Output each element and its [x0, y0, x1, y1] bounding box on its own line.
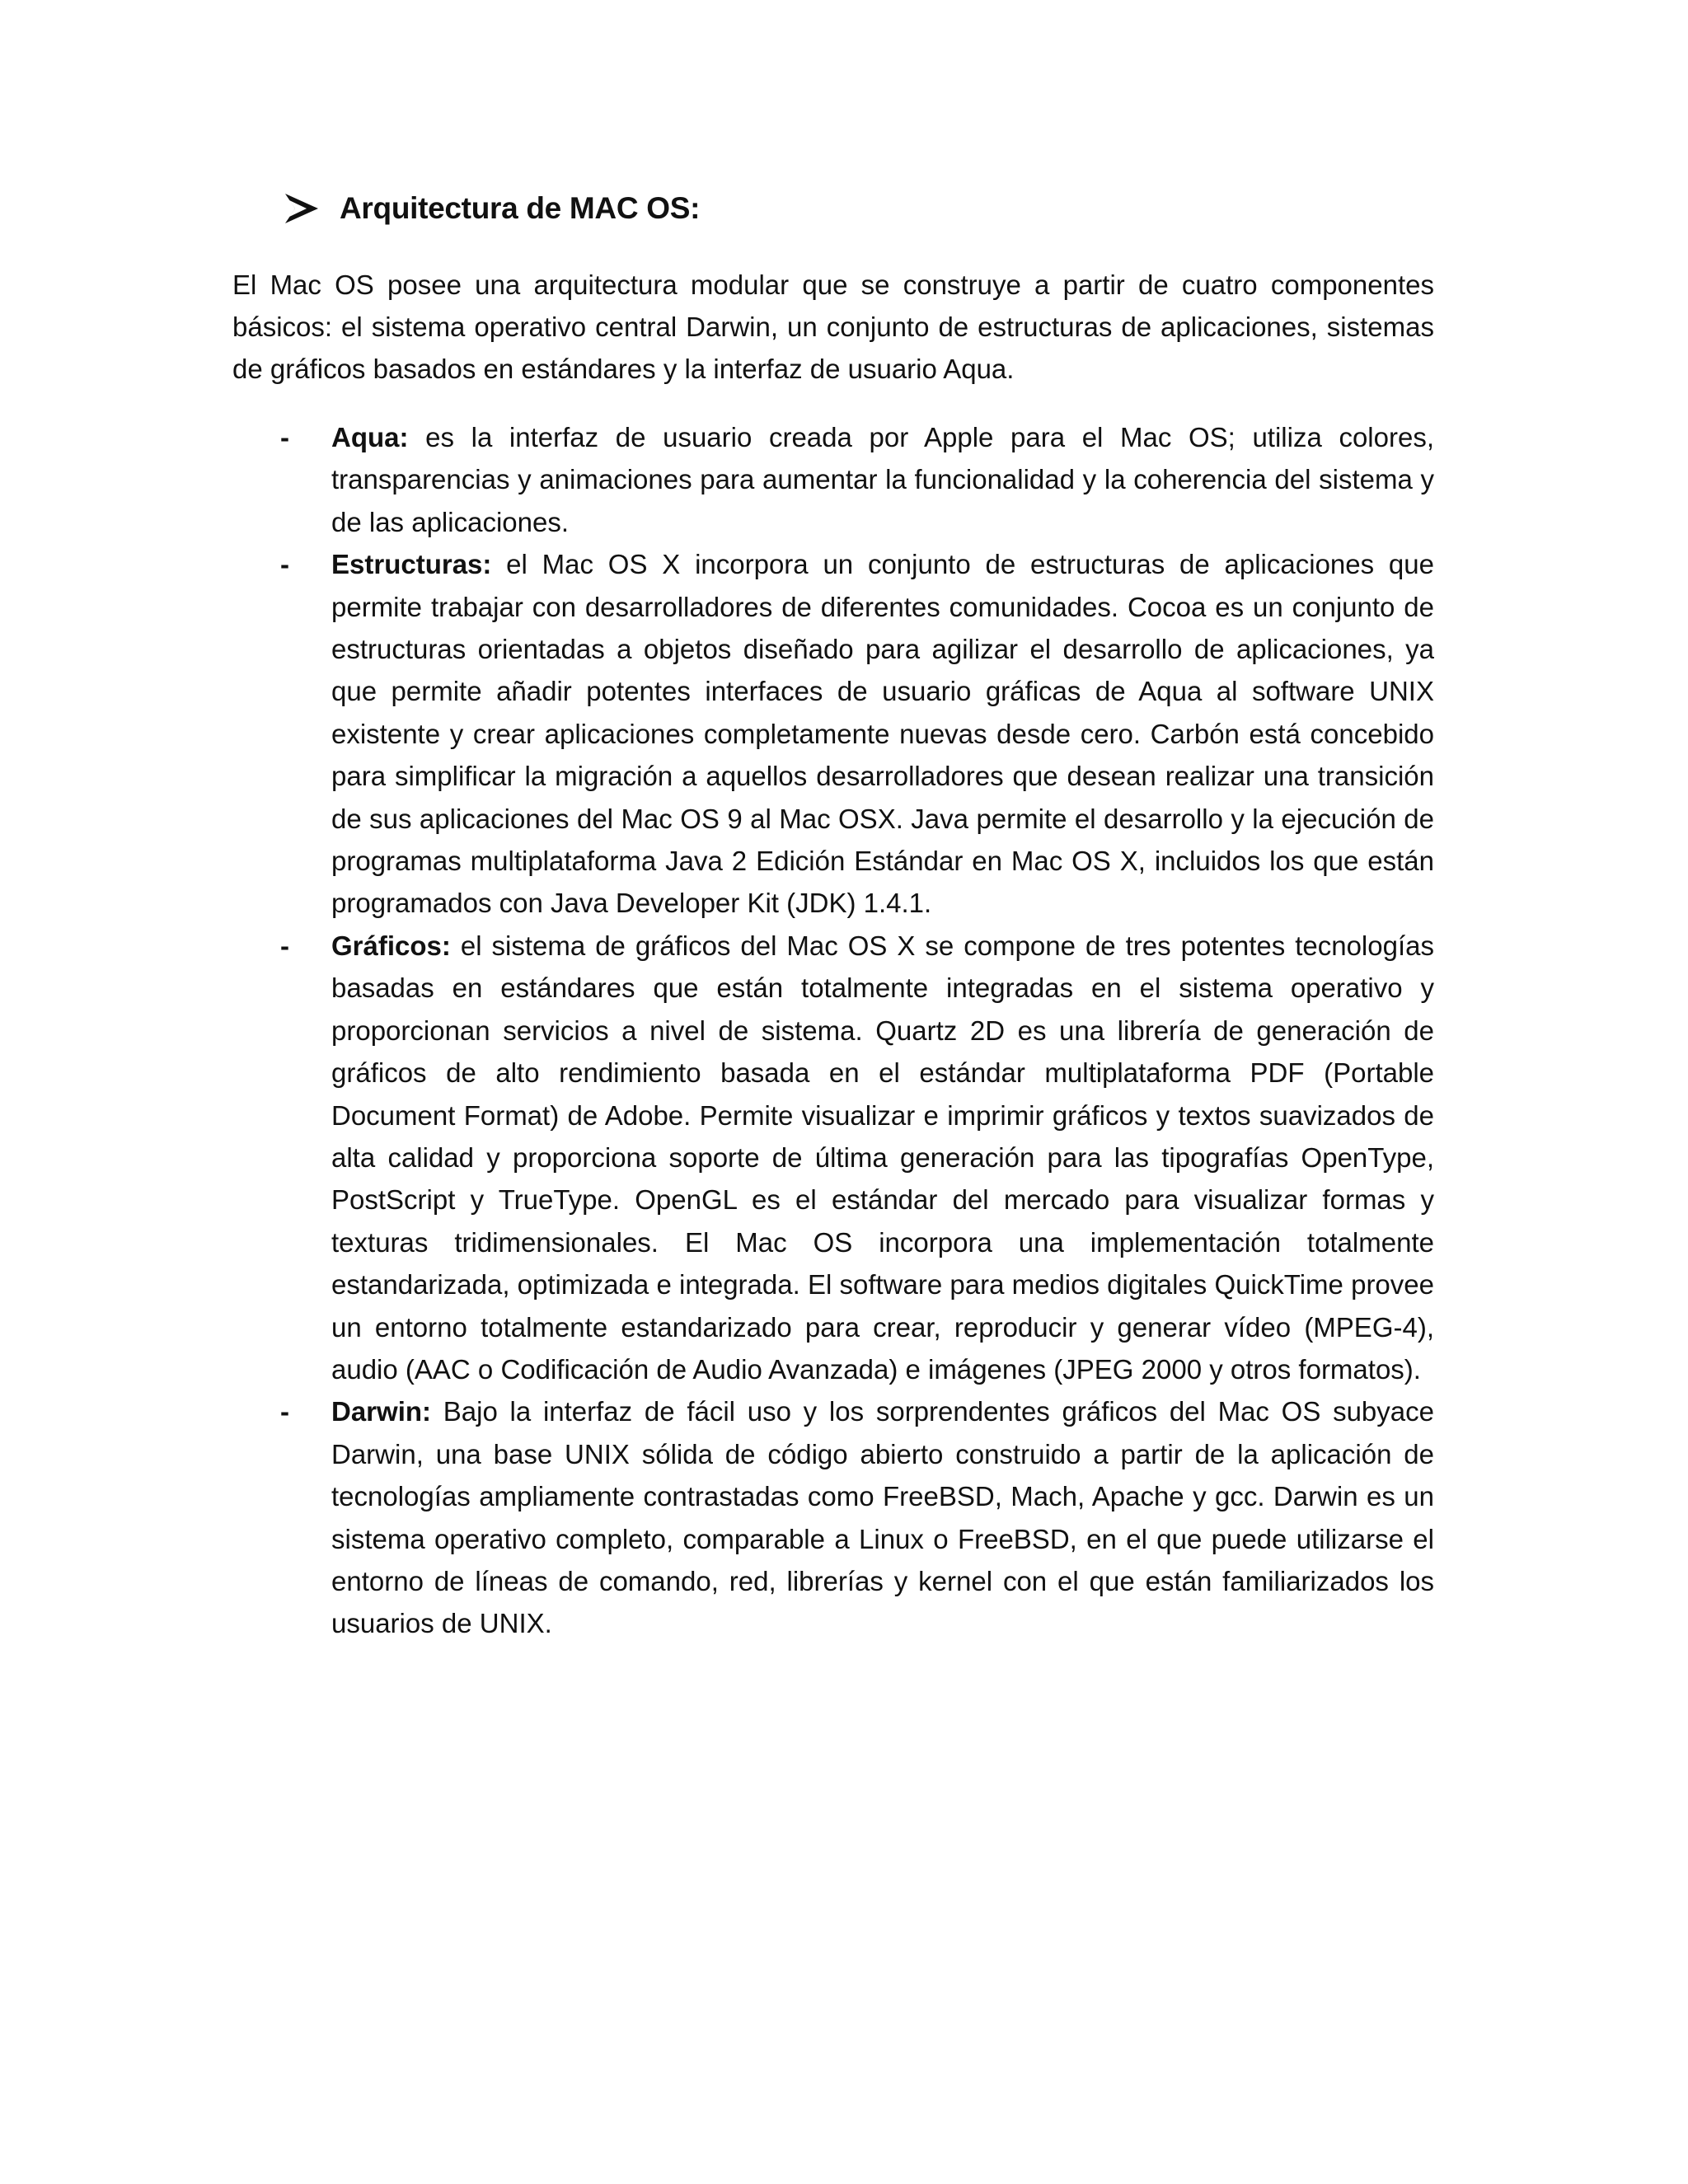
component-list	[232, 416, 1434, 1645]
section-heading	[282, 191, 700, 226]
item-term: Darwin:	[331, 1396, 432, 1427]
list-item-darwin	[232, 1390, 1434, 1644]
section-heading-text: Arquitectura de MAC OS:	[340, 191, 701, 225]
item-text: el Mac OS X incorpora un conjunto de estructuras de aplicaciones que permite trabajar con desarrolladores de diferentes comunidades. Cocoa es un conjunto de estructuras orientadas a objetos diseñado para agilizar el desarrollo de aplicaciones, ya que permite añadir potentes interfaces de usuario gráficas de Aqua al software UNIX existente y crear aplicaciones completamente nuevas desde cero. Carbón está concebido para simplificar la migración a aquellos desarrolladores que desean realizar una transición de sus aplicaciones del Mac OS 9 al Mac OSX. Java permite el desarrollo y la ejecución de programas multiplataforma Java 2 Edición Estándar en Mac OS X, incluidos los que están programados con Java Developer Kit (JDK) 1.4.1.	[331, 549, 1434, 919]
dash-bullet: -	[280, 1396, 289, 1427]
item-text: Bajo la interfaz de fácil uso y los sorprendentes gráficos del Mac OS subyace Darwin, una base UNIX sólida de código abierto construido a partir de la aplicación de tecnologías ampliamente contrastadas como FreeBSD, Mach, Apache y gcc. Darwin es un sistema operativo completo, comparable a Linux o FreeBSD, en el que puede utilizarse el entorno de líneas de comando, red, librerías y kernel con el que están familiarizados los usuarios de UNIX.	[331, 1396, 1434, 1639]
dash-bullet: -	[280, 422, 289, 452]
item-text: el sistema de gráficos del Mac OS X se compone de tres potentes tecnologías basadas en estándares que están totalmente integradas en el sistema operativo y proporcionan servicios a nivel de sistema. Quartz 2D es una librería de generación de gráficos de alto rendimiento basada en el estándar multiplataforma PDF (Portable Document Format) de Adobe. Permite visualizar e imprimir gráficos y textos suavizados de alta calidad y proporciona soporte de última generación para las tipografías OpenType, PostScript y TrueType. OpenGL es el estándar del mercado para visualizar formas y texturas tridimensionales. El Mac OS incorpora una implementación totalmente estandarizada, optimizada e integrada. El software para medios digitales QuickTime provee un entorno totalmente estandarizado para crear, reproducir y generar vídeo (MPEG-4), audio (AAC o Codificación de Audio Avanzada) e imágenes (JPEG 2000 y otros formatos).	[331, 930, 1434, 1385]
intro-paragraph: El Mac OS posee una arquitectura modular que se construye a partir de cuatro componentes básicos: el sistema operativo central Darwin, un conjunto de estructuras de aplicaciones, sistemas de gráficos basados en estándares y la interfaz de usuario Aqua.	[232, 269, 1434, 384]
dash-bullet: -	[280, 930, 289, 961]
item-text: es la interfaz de usuario creada por Apple para el Mac OS; utiliza colores, transparencias y animaciones para aumentar la funcionalidad y la coherencia del sistema y de las aplicaciones.	[331, 422, 1434, 537]
list-item-estructuras	[232, 543, 1434, 925]
list-item-graficos	[232, 925, 1434, 1390]
list-item-aqua	[232, 416, 1434, 543]
arrow-bullet-icon	[282, 192, 321, 225]
dash-bullet: -	[280, 549, 289, 580]
item-term: Aqua:	[331, 422, 409, 452]
item-term: Estructuras:	[331, 549, 492, 580]
item-term: Gráficos:	[331, 930, 451, 961]
